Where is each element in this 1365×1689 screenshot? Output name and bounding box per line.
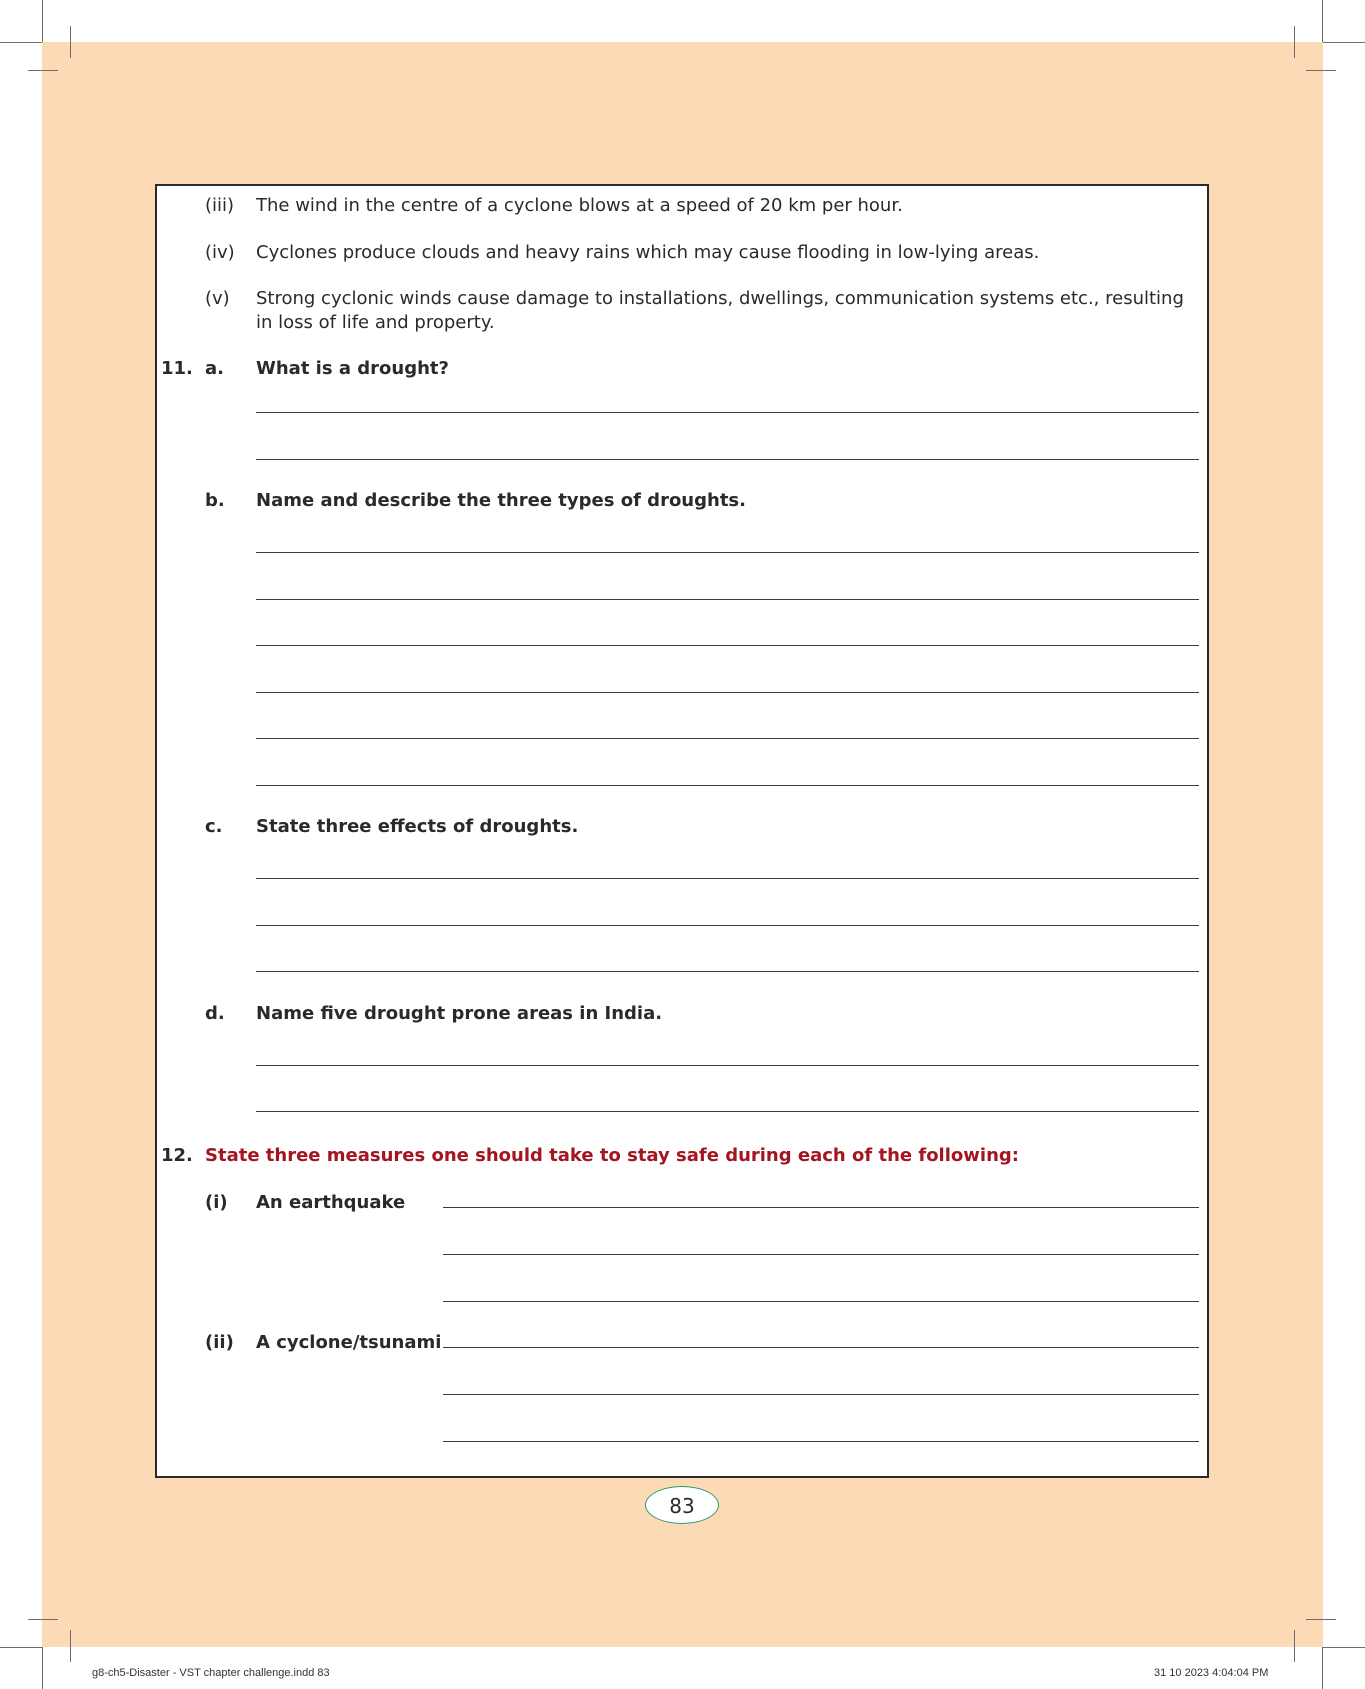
crop-mark <box>1323 42 1365 43</box>
sub-question-label: c. <box>205 816 223 837</box>
crop-mark <box>70 26 71 58</box>
sub-question-label: (ii) <box>205 1332 234 1353</box>
crop-mark <box>1306 1619 1336 1620</box>
crop-mark <box>1322 0 1323 42</box>
answer-line[interactable] <box>443 1301 1199 1302</box>
sub-question-label: (i) <box>205 1192 228 1213</box>
item-number: (iii) <box>205 195 235 216</box>
sub-question-text: An earthquake <box>256 1192 406 1213</box>
item-text-continued: in loss of life and property. <box>256 312 495 333</box>
question-text: State three effects of droughts. <box>256 816 579 837</box>
answer-line[interactable] <box>443 1394 1199 1395</box>
crop-mark <box>1322 1647 1323 1689</box>
answer-line[interactable] <box>256 552 1199 553</box>
crop-mark <box>28 1619 58 1620</box>
answer-line[interactable] <box>256 971 1199 972</box>
question-text: Name five drought prone areas in India. <box>256 1003 663 1024</box>
item-number: (iv) <box>205 242 235 263</box>
item-number: (v) <box>205 288 230 309</box>
crop-mark <box>42 0 43 42</box>
sub-question-label: d. <box>205 1003 225 1024</box>
question-number: 11. <box>161 358 193 379</box>
sub-question-label: b. <box>205 490 225 511</box>
worksheet-box <box>155 184 1209 1478</box>
crop-mark <box>1306 70 1336 71</box>
question-number: 12. <box>161 1145 193 1166</box>
sub-question-text: A cyclone/tsunami <box>256 1332 442 1353</box>
item-text: Strong cyclonic winds cause damage to installations, dwellings, communication systems etc., resulting <box>256 288 1184 309</box>
answer-line[interactable] <box>256 1065 1199 1066</box>
question-text: Name and describe the three types of droughts. <box>256 490 746 511</box>
answer-line[interactable] <box>256 1111 1199 1112</box>
crop-mark <box>0 1647 42 1648</box>
answer-line[interactable] <box>256 878 1199 879</box>
answer-line[interactable] <box>443 1347 1199 1348</box>
slug-file-name: g8-ch5-Disaster - VST chapter challenge.indd 83 <box>92 1667 330 1679</box>
page-number: 83 <box>645 1486 719 1524</box>
crop-mark <box>0 42 42 43</box>
answer-line[interactable] <box>256 738 1199 739</box>
answer-line[interactable] <box>443 1207 1199 1208</box>
item-text: Cyclones produce clouds and heavy rains which may cause flooding in low-lying areas. <box>256 242 1040 263</box>
crop-mark <box>1323 1647 1365 1648</box>
answer-line[interactable] <box>256 692 1199 693</box>
crop-mark <box>70 1630 71 1662</box>
answer-line[interactable] <box>256 645 1199 646</box>
question-text: State three measures one should take to stay safe during each of the following: <box>205 1145 1019 1166</box>
answer-line[interactable] <box>256 459 1199 460</box>
answer-line[interactable] <box>256 785 1199 786</box>
crop-mark <box>42 1647 43 1689</box>
answer-line[interactable] <box>256 412 1199 413</box>
crop-mark <box>28 70 58 71</box>
question-text: What is a drought? <box>256 358 449 379</box>
slug-timestamp: 31 10 2023 4:04:04 PM <box>1154 1667 1269 1679</box>
answer-line[interactable] <box>443 1441 1199 1442</box>
item-text: The wind in the centre of a cyclone blows at a speed of 20 km per hour. <box>256 195 903 216</box>
sub-question-label: a. <box>205 358 224 379</box>
answer-line[interactable] <box>256 599 1199 600</box>
answer-line[interactable] <box>443 1254 1199 1255</box>
crop-mark <box>1294 1630 1295 1662</box>
crop-mark <box>1294 26 1295 58</box>
answer-line[interactable] <box>256 925 1199 926</box>
